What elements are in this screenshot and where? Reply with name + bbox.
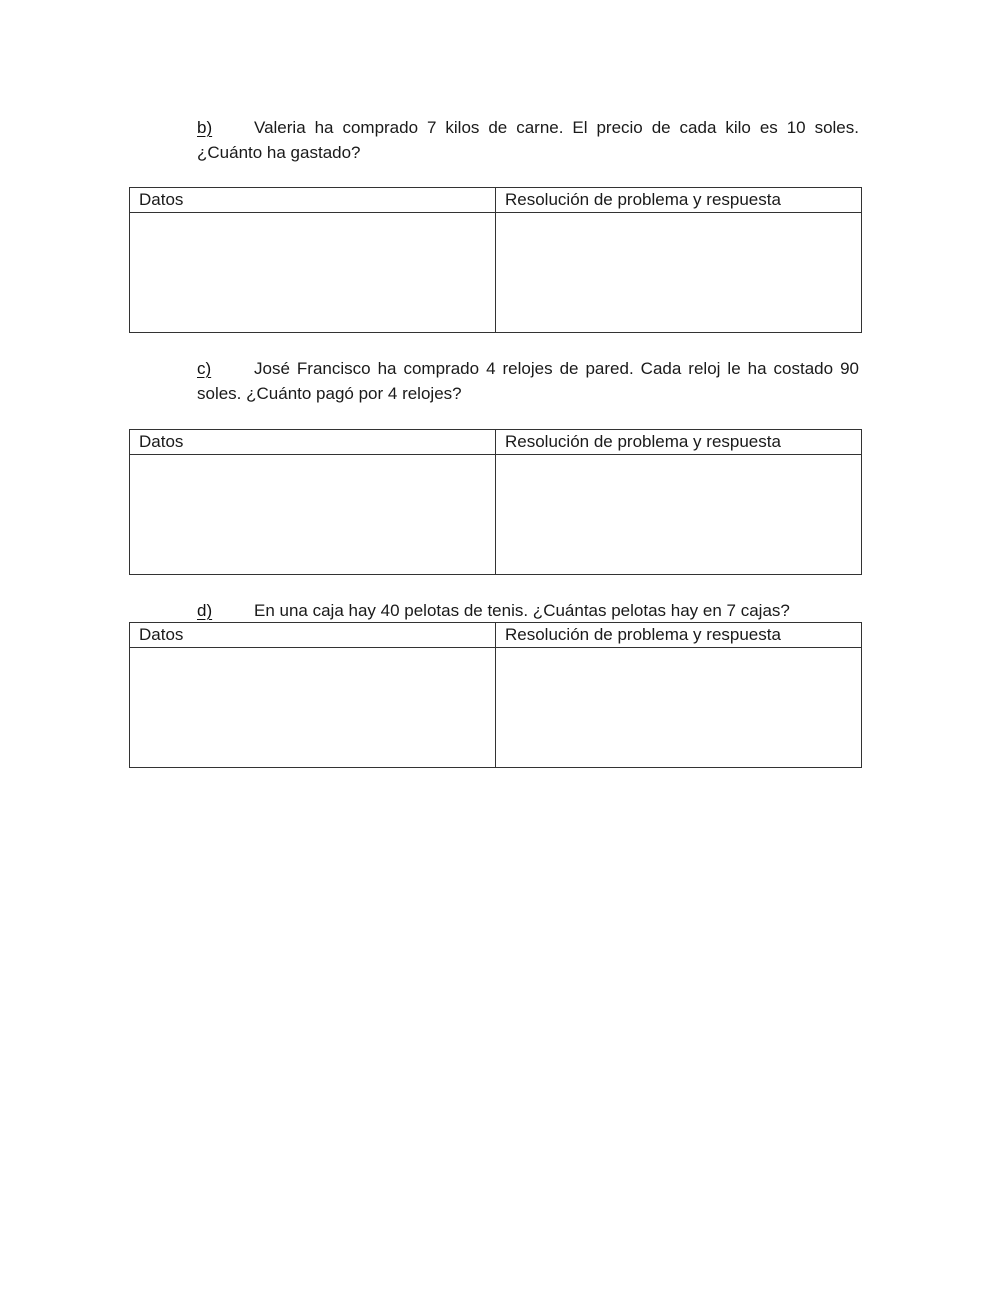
datos-header: Datos <box>130 623 496 648</box>
datos-cell[interactable] <box>130 213 496 333</box>
problem-b <box>197 115 859 165</box>
resolucion-header: Resolución de problema y respuesta <box>496 188 862 213</box>
problem-text: José Francisco ha comprado 4 relojes de pared. Cada reloj le ha costado 90 soles. ¿Cuánto pagó por 4 relojes? <box>197 359 859 403</box>
problem-letter: d) <box>197 601 213 620</box>
problem-text: En una caja hay 40 pelotas de tenis. ¿Cuántas pelotas hay en 7 cajas? <box>254 601 790 620</box>
problem-c <box>197 356 859 406</box>
resolucion-header: Resolución de problema y respuesta <box>496 623 862 648</box>
datos-cell[interactable] <box>130 455 496 575</box>
answer-table-d <box>129 622 862 768</box>
resolucion-cell[interactable] <box>496 455 862 575</box>
problem-d <box>197 598 859 623</box>
problem-text: Valeria ha comprado 7 kilos de carne. El precio de cada kilo es 10 soles. ¿Cuánto ha gastado? <box>197 118 859 162</box>
resolucion-cell[interactable] <box>496 213 862 333</box>
resolucion-cell[interactable] <box>496 648 862 768</box>
answer-table-b <box>129 187 862 333</box>
resolucion-header: Resolución de problema y respuesta <box>496 430 862 455</box>
datos-cell[interactable] <box>130 648 496 768</box>
problem-letter: b) <box>197 118 213 137</box>
answer-table-c <box>129 429 862 575</box>
datos-header: Datos <box>130 188 496 213</box>
problem-letter: c) <box>197 359 212 378</box>
datos-header: Datos <box>130 430 496 455</box>
